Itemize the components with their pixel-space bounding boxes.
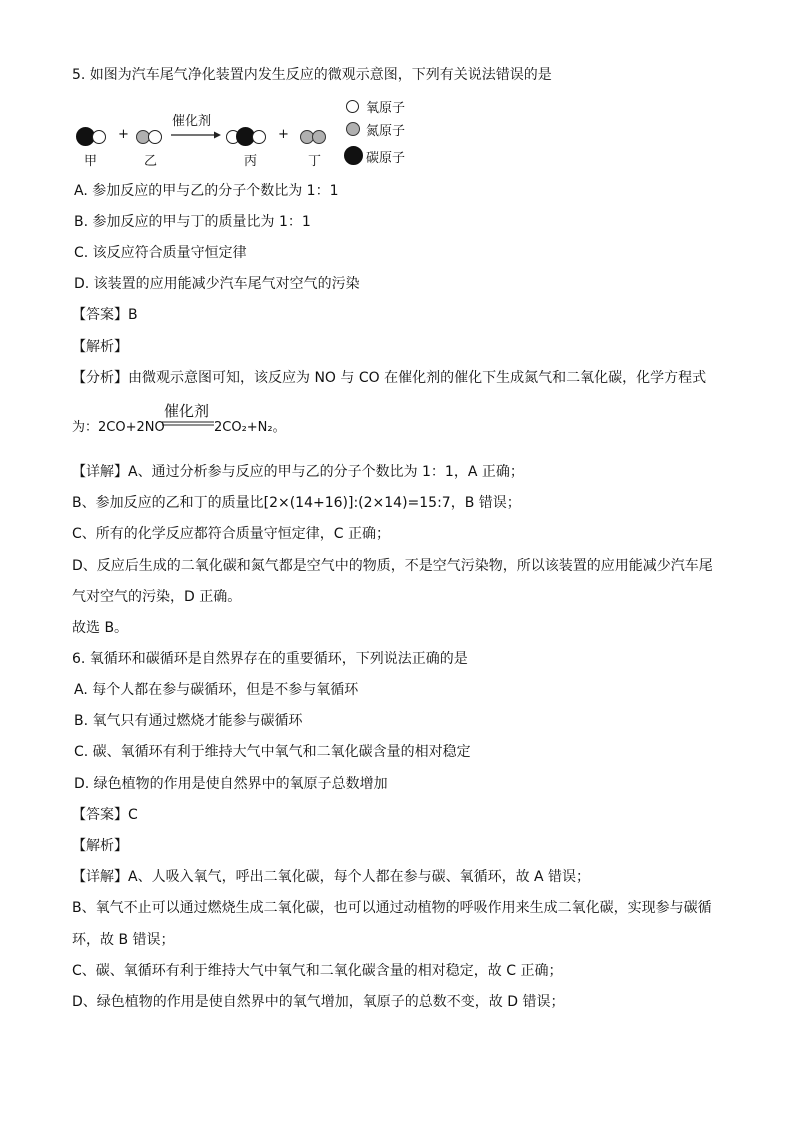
legend-oxygen: 氧原子 xyxy=(366,101,406,116)
q6-detail-b-cont: 环，故 B 错误； xyxy=(72,932,175,948)
q5-detail-b: B、参加反应的乙和丁的质量比[2×(14+16)]:(2×14)=15:7，B 错误； xyxy=(72,495,521,511)
q5-option-a: A. 参加反应的甲与乙的分子个数比为 1：1 xyxy=(74,183,339,199)
chemical-equation xyxy=(72,400,472,440)
q5-option-d: D. 该装置的应用能减少汽车尾气对空气的污染 xyxy=(74,276,360,292)
legend-carbon: 碳原子 xyxy=(366,151,406,166)
q6-answer: 【答案】C xyxy=(72,807,138,823)
q5-detail-c: C、所有的化学反应都符合质量守恒定律，C 正确； xyxy=(72,526,390,542)
q5-option-b: B. 参加反应的甲与丁的质量比为 1：1 xyxy=(74,214,311,230)
oxygen-atom-icon xyxy=(148,130,162,144)
q6-stem: 6. 氧循环和碳循环是自然界存在的重要循环，下列说法正确的是 xyxy=(72,651,468,667)
q6-option-b: B. 氧气只有通过燃烧才能参与碳循环 xyxy=(74,713,303,729)
nitrogen-atom-icon xyxy=(312,130,326,144)
q5-answer: 【答案】B xyxy=(72,307,138,323)
nitrogen-atom-icon xyxy=(346,122,360,136)
label-yi: 乙 xyxy=(144,154,158,169)
equation-catalyst: 催化剂 xyxy=(164,402,210,420)
oxygen-atom-icon xyxy=(346,100,359,113)
label-bing: 丙 xyxy=(244,154,258,169)
q6-option-d: D. 绿色植物的作用是使自然界中的氧原子总数增加 xyxy=(74,776,388,792)
equation-lhs: 为：2CO+2NO xyxy=(72,420,165,435)
equation-rhs: 2CO₂+N₂。 xyxy=(214,420,286,435)
q5-analysis-label: 【解析】 xyxy=(72,339,128,355)
q5-conclusion: 故选 B。 xyxy=(72,620,129,636)
q6-detail-b: B、氧气不止可以通过燃烧生成二氧化碳，也可以通过动植物的呼吸作用来生成二氧化碳，实现参与碳循 xyxy=(72,900,712,916)
label-jia: 甲 xyxy=(84,154,98,169)
plus-sign: + xyxy=(118,127,129,142)
legend-nitrogen: 氮原子 xyxy=(366,124,406,139)
plus-sign: + xyxy=(278,127,289,142)
q6-analysis-label: 【解析】 xyxy=(72,838,128,854)
reaction-arrow-icon xyxy=(170,130,222,140)
q5-fenxi: 【分析】由微观示意图可知，该反应为 NO 与 CO 在催化剂的催化下生成氮气和二氧化碳，化学方程式 xyxy=(72,370,707,386)
q6-detail-a: 【详解】A、人吸入氧气，呼出二氧化碳，每个人都在参与碳、氧循环，故 A 错误； xyxy=(72,869,591,885)
oxygen-atom-icon xyxy=(92,130,106,144)
q6-option-a: A. 每个人都在参与碳循环，但是不参与氧循环 xyxy=(74,682,359,698)
atom-legend xyxy=(340,96,440,166)
double-bar-icon xyxy=(162,421,214,427)
q6-detail-c: C、碳、氧循环有利于维持大气中氧气和二氧化碳含量的相对稳定，故 C 正确； xyxy=(72,963,563,979)
q5-stem: 5. 如图为汽车尾气净化装置内发生反应的微观示意图，下列有关说法错误的是 xyxy=(72,67,552,83)
label-ding: 丁 xyxy=(308,154,322,169)
q5-detail-d-cont: 气对空气的污染，D 正确。 xyxy=(72,589,242,605)
q5-detail-a: 【详解】A、通过分析参与反应的甲与乙的分子个数比为 1：1，A 正确； xyxy=(72,464,524,480)
q5-detail-d: D、反应后生成的二氧化碳和氮气都是空气中的物质，不是空气污染物，所以该装置的应用能减少汽车尾 xyxy=(72,558,713,574)
carbon-atom-icon xyxy=(344,146,363,165)
q5-option-c: C. 该反应符合质量守恒定律 xyxy=(74,245,247,261)
q6-detail-d: D、绿色植物的作用是使自然界中的氧气增加，氧原子的总数不变，故 D 错误； xyxy=(72,994,565,1010)
catalyst-label: 催化剂 xyxy=(172,114,212,129)
oxygen-atom-icon xyxy=(252,130,266,144)
q6-option-c: C. 碳、氧循环有利于维持大气中氧气和二氧化碳含量的相对稳定 xyxy=(74,744,471,760)
